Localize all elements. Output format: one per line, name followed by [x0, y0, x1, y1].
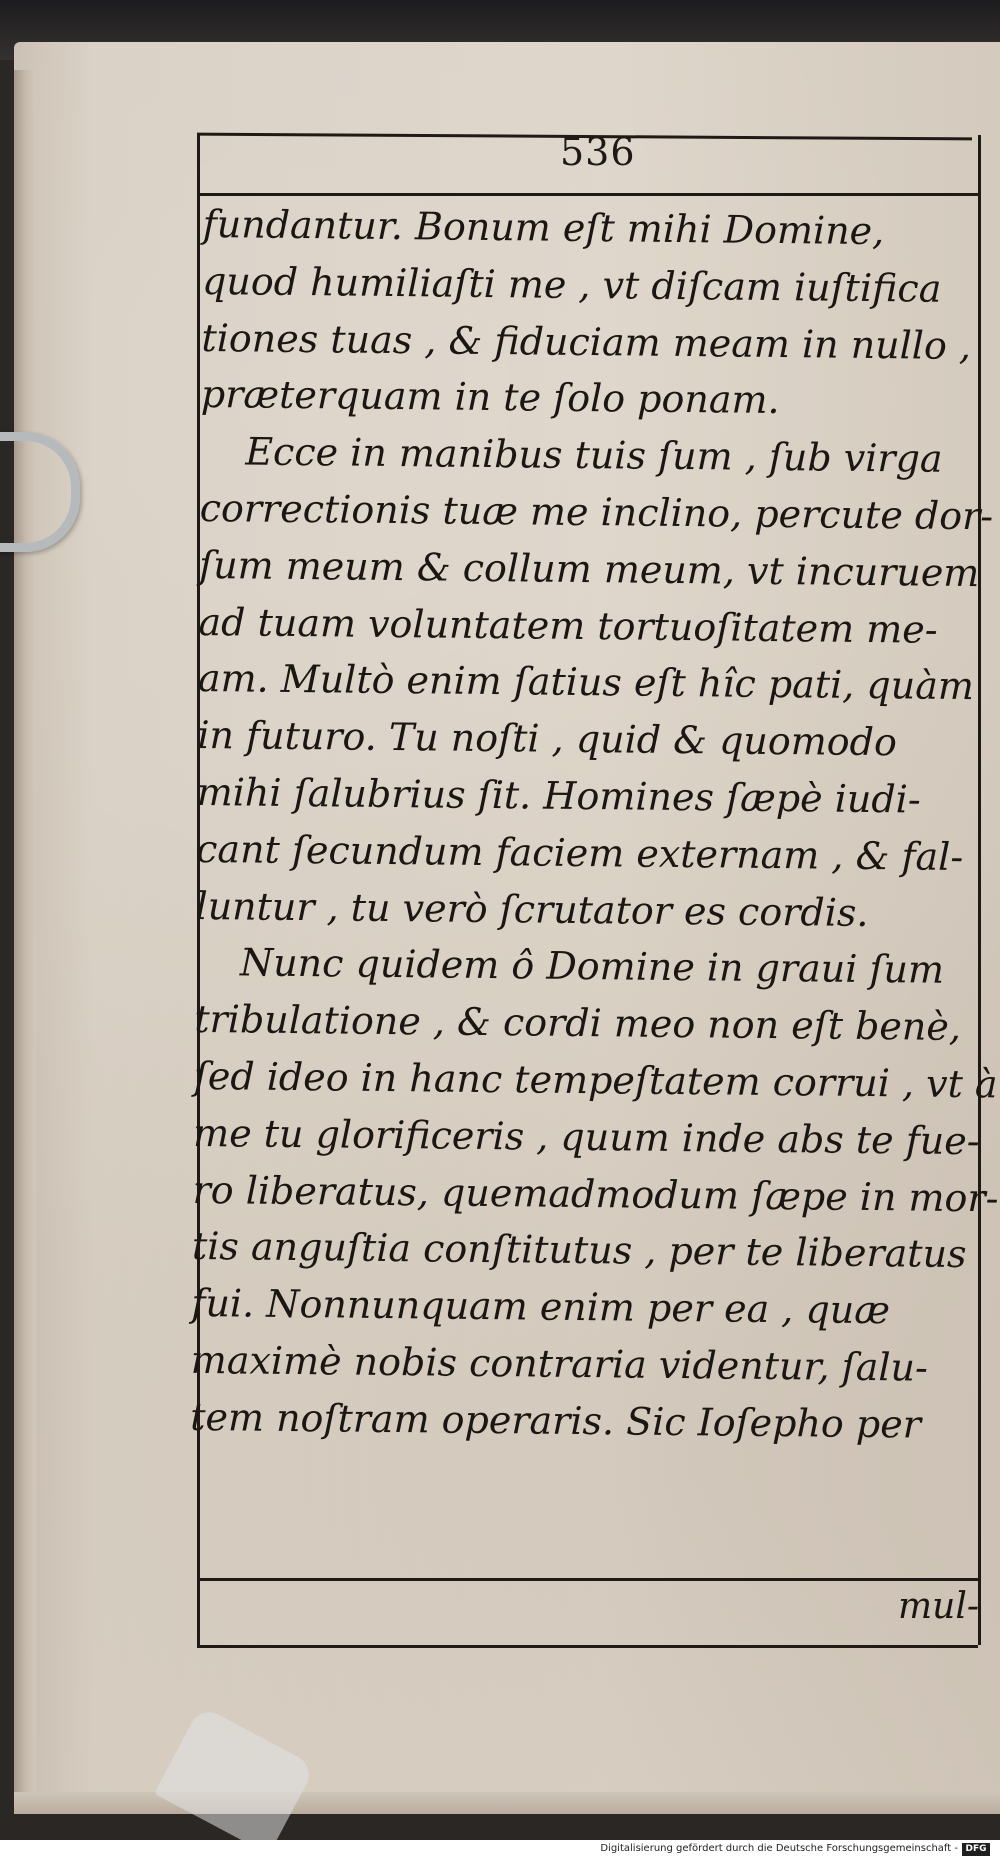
- text-line: tis anguſtia conſtitutus , per te liberatus: [191, 1224, 967, 1277]
- text-line: ad tuam voluntatem tortuoſitatem me-: [198, 599, 938, 652]
- digitization-credit: Digitalisierung gefördert durch die Deutsche Forschungsgemeinschaft -: [600, 1843, 958, 1854]
- body-text: [189, 196, 999, 1454]
- text-line: fundantur. Bonum eſt mihi Domine,: [202, 201, 885, 254]
- text-line: maximè nobis contraria videntur, ſalu-: [190, 1337, 929, 1390]
- catchword: mul-: [898, 1586, 979, 1627]
- text-line: ſum meum & collum meum, vt incuruem: [198, 542, 980, 595]
- text-line: Ecce in manibus tuis ſum , ſub virga: [245, 429, 943, 481]
- text-line: tribulatione , & cordi meo non eſt benè,: [194, 997, 962, 1050]
- text-line: in futuro. Tu noſti , quid & quomodo: [197, 713, 898, 765]
- text-line: me tu glorificeris , quum inde abs te fue-: [192, 1110, 980, 1163]
- text-line: tem noſtram operaris. Sic Ioſepho per: [189, 1394, 922, 1447]
- text-line: luntur , tu verò ſcrutator es cordis.: [195, 883, 869, 935]
- page-edge: [14, 70, 36, 1810]
- text-line: am. Multò enim ſatius eſt hîc pati, quàm: [197, 656, 975, 709]
- page-number: 536: [560, 130, 636, 174]
- text-line: Nunc quidem ô Domine in graui ſum: [239, 940, 945, 993]
- frame-bottom-rule: [197, 1645, 978, 1648]
- text-line: ſed ideo in hanc tempeſtatem corrui , vt à: [193, 1053, 998, 1107]
- text-line: tiones tuas , & fiduciam meam in nullo ,: [201, 315, 972, 368]
- text-line: correctionis tuæ me inclino, percute dor-: [199, 485, 994, 539]
- header-rule: [197, 193, 978, 196]
- dfg-logo: DFG: [962, 1843, 990, 1856]
- text-line: ro liberatus, quemadmodum ſæpe in mor-: [192, 1167, 999, 1220]
- text-line: cant ſecundum faciem externam , & fal-: [195, 826, 964, 879]
- footer-rule: [200, 1578, 978, 1581]
- text-line: præterquam in te ſolo ponam.: [200, 372, 780, 423]
- text-line: mihi ſalubrius ſit. Homines ſæpè iudi-: [196, 769, 921, 822]
- text-line: fui. Nonnunquam enim per ea , quæ: [191, 1281, 891, 1333]
- text-line: quod humiliaſti me , vt diſcam iuſtifica: [201, 258, 942, 311]
